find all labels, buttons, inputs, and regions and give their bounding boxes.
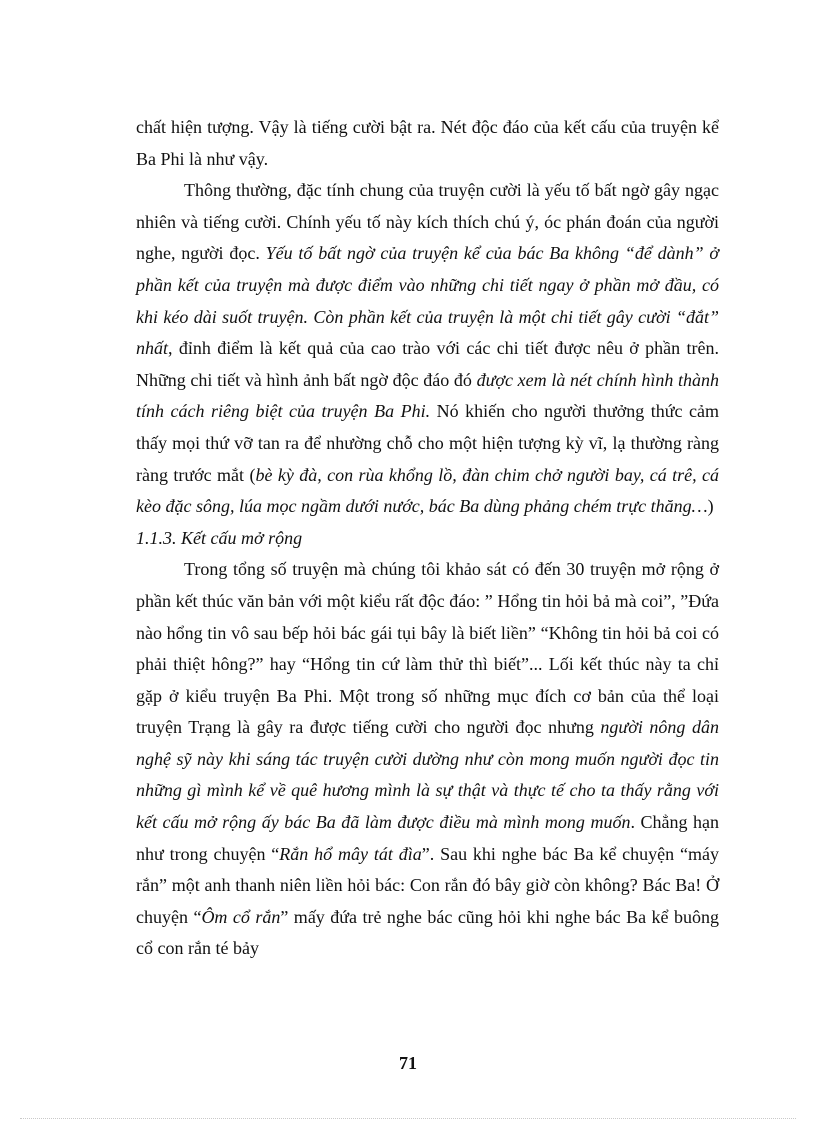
paragraph-3-text-2: . Chẳng hạn như trong chuyện “: [136, 812, 720, 864]
page-bottom-divider: [20, 1118, 796, 1119]
paragraph-3: [136, 554, 719, 965]
paragraph-2: [136, 175, 719, 523]
section-heading: 1.1.3. Kết cấu mở rộng: [136, 527, 303, 548]
paragraph-3-italic-2: Rắn hổ mây tát đìa: [279, 843, 422, 864]
paragraph-3-italic-3: Ôm cổ rắn: [201, 906, 281, 927]
paragraph-1: [136, 112, 719, 175]
body-text: [136, 112, 719, 965]
paragraph-2-text-3: Nó khiến cho người thưởng thức cảm thấy mọi thứ vỡ tan ra để nhường chỗ cho một hiện tượng kỳ vĩ, lạ thường ràng ràng trước mắt (: [136, 401, 719, 485]
paragraph-2-text-2: , đỉnh điểm là kết quả của cao trào với các chi tiết được nêu ở phần trên. Những chi tiết và hình ảnh bất ngờ độc đáo đó: [136, 338, 719, 390]
paragraph-3-text-4: ” mấy đứa trẻ nghe bác cũng hỏi khi nghe bác Ba kể buông cổ con rắn té bảy: [136, 906, 719, 959]
page-number: 71: [399, 1053, 417, 1073]
paragraph-3-text-3: ”. Sau khi nghe bác Ba kể chuyện “máy rắn” một anh thanh niên liền hỏi bác: Con rắn đó bây giờ còn không? Bác Ba! Ở chuyện “: [136, 843, 719, 927]
paragraph-2-italic-2: được xem là nét chính hình thành tính cách riêng biệt của truyện Ba Phi.: [136, 369, 719, 422]
paragraph-1-text: chất hiện tượng. Vậy là tiếng cười bật ra. Nét độc đáo của kết cấu của truyện kể Ba Phi là như vậy.: [136, 117, 719, 169]
paragraph-2-text-1: Thông thường, đặc tính chung của truyện cười là yếu tố bất ngờ gây ngạc nhiên và tiếng cười. Chính yếu tố này kích thích chú ý, óc phán đoán của người nghe, người đọc.: [136, 180, 719, 264]
paragraph-3-text-1: Trong tổng số truyện mà chúng tôi khảo sát có đến 30 truyện mở rộng ở phần kết thúc văn bản với một kiểu rất độc đáo: ” Hổng tin hỏi bả mà coi”, ”Đứa nào hổng tin vô sau bếp hỏi bác gái tụi bây là biết liền” “Không tin hỏi bả coi có phải thiệt hông?” hay “Hổng tin cứ làm thử thì biết”... Lối kết thúc này ta chỉ gặp ở kiểu truyện Ba Phi. Một trong số những mục đích cơ bản của thể loại truyện Trạng là gây ra được tiếng cười cho người đọc nhưng: [136, 559, 719, 738]
paragraph-2-italic-1: Yếu tố bất ngờ của truyện kể của bác Ba không “để dành” ở phần kết của truyện mà được điểm vào những chi tiết ngay ở phần mở đầu, có khi kéo dài suốt truyện. Còn phần kết của truyện là một chi tiết gây cười “đắt” nhất: [136, 243, 719, 359]
paragraph-2-text-4: ): [707, 496, 714, 517]
paragraph-2-italic-3: bè kỳ đà, con rùa khổng lồ, đàn chim chở người bay, cá trê, cá kèo đặc sông, lúa mọc ngầm dưới nước, bác Ba dùng phảng chém trực thăng…: [136, 464, 719, 517]
paragraph-3-italic-1: người nông dân nghệ sỹ này khi sáng tác truyện cười dường như còn mong muốn người đọc tin những gì mình kể về quê hương mình là sự thật và thực tế cho ta thấy rằng với kết cấu mở rộng ấy bác Ba đã làm được điều mà mình mong muốn: [136, 717, 719, 833]
